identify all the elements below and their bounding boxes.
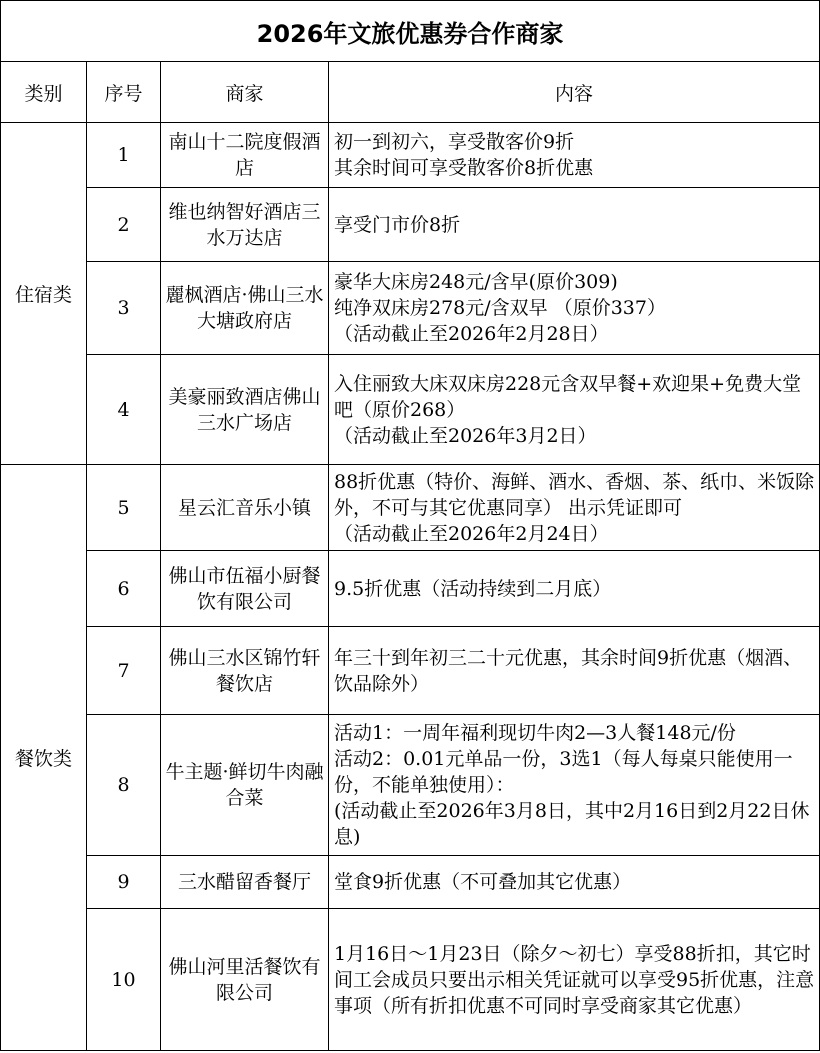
row-number: 8 bbox=[87, 715, 161, 856]
offer-line: 年三十到年初三二十元优惠，其余时间9折优惠（烟酒、饮品除外） bbox=[334, 646, 803, 695]
offer-line: 入住丽致大床双床房228元含双早餐+欢迎果+免费大堂吧（原价268） bbox=[334, 372, 802, 421]
row-number: 9 bbox=[87, 856, 161, 909]
offer-line: 享受门市价8折 bbox=[334, 213, 461, 236]
offer-content bbox=[329, 123, 820, 188]
offer-line: 豪华大床房248元/含早(原价309) bbox=[334, 271, 618, 293]
column-header-number: 序号 bbox=[87, 62, 161, 123]
table-row bbox=[1, 262, 820, 355]
offer-line: 88折优惠（特价、海鲜、酒水、香烟、茶、纸巾、米饭除外，不可与其它优惠同享） 出示凭证即可 bbox=[334, 470, 815, 519]
merchant-name: 佛山三水区锦竹轩餐饮店 bbox=[161, 627, 329, 715]
offer-line: 纯净双床房278元/含双早 （原价337） bbox=[334, 297, 666, 319]
offer-line: 活动2：0.01元单品一份，3选1（每人每桌只能使用一份，不能单独使用）： bbox=[334, 748, 793, 796]
offer-content bbox=[329, 715, 820, 856]
offer-line: 9.5折优惠（活动持续到二月底） bbox=[334, 577, 612, 600]
page-title: 2026年文旅优惠券合作商家 bbox=[1, 1, 820, 62]
header-row bbox=[1, 62, 820, 123]
merchant-name: 星云汇音乐小镇 bbox=[161, 465, 329, 551]
table-row bbox=[1, 355, 820, 465]
offer-line: 其余时间可享受散客价8折优惠 bbox=[334, 157, 594, 179]
row-number: 1 bbox=[87, 123, 161, 188]
row-number: 3 bbox=[87, 262, 161, 355]
row-number: 6 bbox=[87, 551, 161, 627]
offer-content bbox=[329, 465, 820, 551]
merchant-name: 维也纳智好酒店三水万达店 bbox=[161, 188, 329, 262]
offer-content bbox=[329, 355, 820, 465]
offer-line: （活动截止至2026年2月28日） bbox=[334, 323, 609, 345]
table-row bbox=[1, 856, 820, 909]
offer-content bbox=[329, 262, 820, 355]
category-cell: 餐饮类 bbox=[1, 465, 87, 1051]
title-row bbox=[1, 1, 820, 62]
merchant-name: 佛山河里活餐饮有限公司 bbox=[161, 909, 329, 1051]
offer-content bbox=[329, 551, 820, 627]
column-header-category: 类别 bbox=[1, 62, 87, 123]
merchant-name: 牛主题·鲜切牛肉融合菜 bbox=[161, 715, 329, 856]
offer-line: （活动截止至2026年2月24日） bbox=[334, 522, 609, 545]
table-row bbox=[1, 123, 820, 188]
offer-content bbox=[329, 627, 820, 715]
table-row bbox=[1, 715, 820, 856]
merchant-name: 美豪丽致酒店佛山三水广场店 bbox=[161, 355, 329, 465]
category-cell: 住宿类 bbox=[1, 123, 87, 465]
offer-content bbox=[329, 188, 820, 262]
table-row bbox=[1, 188, 820, 262]
column-header-content: 内容 bbox=[329, 62, 820, 123]
table-row bbox=[1, 627, 820, 715]
row-number: 7 bbox=[87, 627, 161, 715]
offer-line: 初一到初六，享受散客价9折 bbox=[334, 131, 575, 153]
merchant-name: 麗枫酒店·佛山三水大塘政府店 bbox=[161, 262, 329, 355]
row-number: 5 bbox=[87, 465, 161, 551]
table-row bbox=[1, 909, 820, 1051]
merchant-name: 南山十二院度假酒店 bbox=[161, 123, 329, 188]
offer-line: 1月16日～1月23日（除夕～初七）享受88折扣，其它时间工会成员只要出示相关凭证就可以享受95折优惠，注意事项（所有折扣优惠不可同时享受商家其它优惠） bbox=[334, 942, 815, 1017]
offer-line: (活动截止至2026年3月8日，其中2月16日到2月22日休息) bbox=[334, 800, 810, 848]
row-number: 2 bbox=[87, 188, 161, 262]
merchant-name: 佛山市伍福小厨餐饮有限公司 bbox=[161, 551, 329, 627]
merchant-name: 三水醋留香餐厅 bbox=[161, 856, 329, 909]
offer-line: （活动截止至2026年3月2日） bbox=[334, 424, 597, 447]
table-row bbox=[1, 551, 820, 627]
column-header-merchant: 商家 bbox=[161, 62, 329, 123]
row-number: 10 bbox=[87, 909, 161, 1051]
offer-content bbox=[329, 856, 820, 909]
row-number: 4 bbox=[87, 355, 161, 465]
offer-line: 堂食9折优惠（不可叠加其它优惠） bbox=[334, 871, 632, 893]
table-row bbox=[1, 465, 820, 551]
offer-line: 活动1：一周年福利现切牛肉2—3人餐148元/份 bbox=[334, 722, 736, 744]
offer-content bbox=[329, 909, 820, 1051]
